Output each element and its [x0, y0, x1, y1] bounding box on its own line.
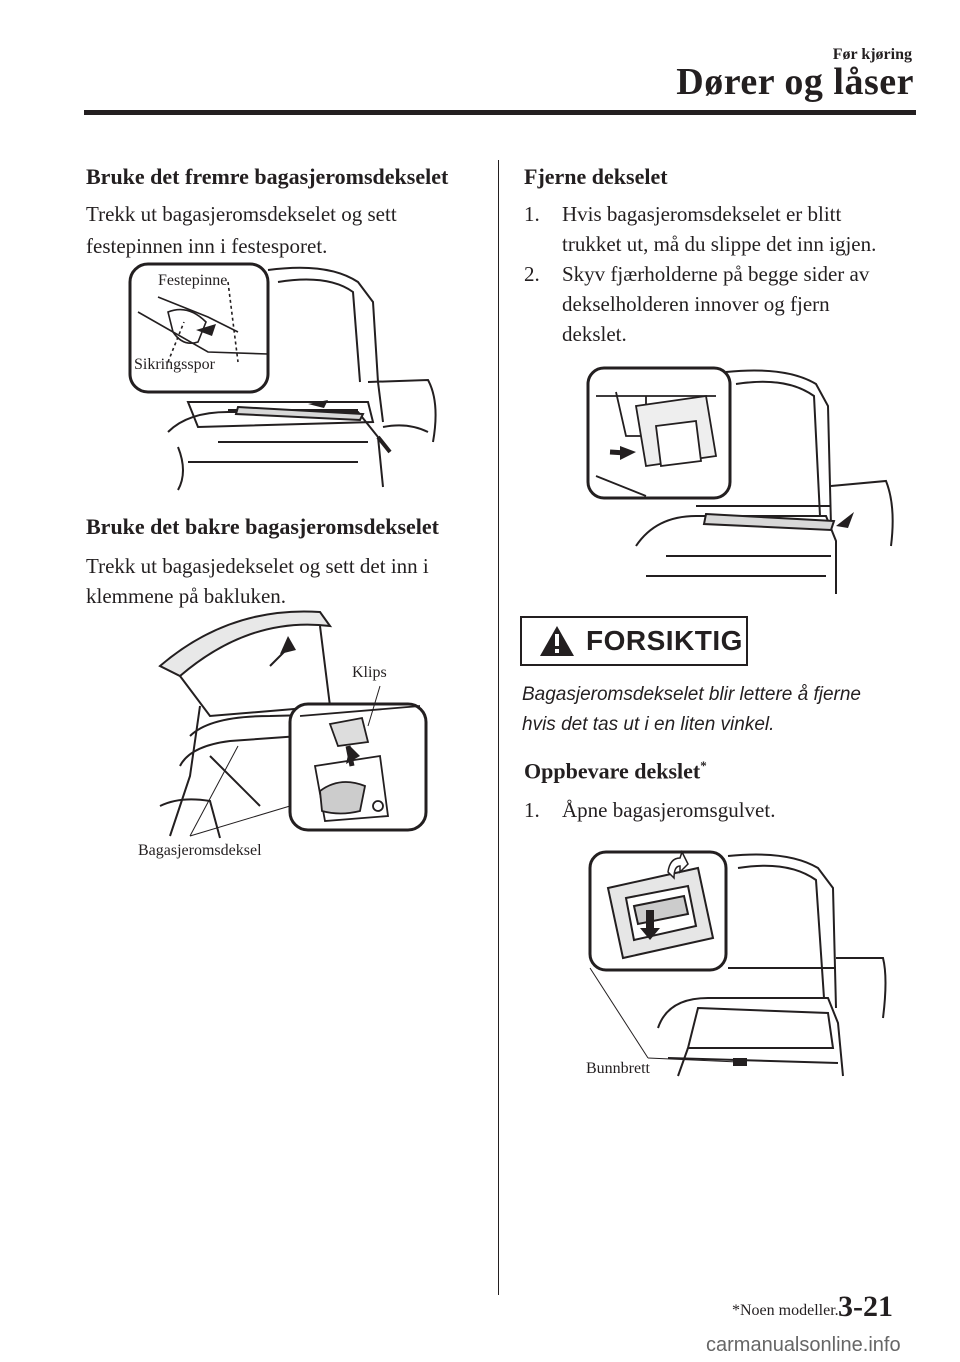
rear-cover-illustration [150, 606, 430, 844]
column-divider [498, 160, 499, 1295]
step-number: 1. [524, 202, 540, 226]
header-rule [84, 110, 916, 115]
step-text: dekslet. [562, 322, 627, 346]
section-heading-rear-cover: Bruke det bakre bagasjeromsdekselet [86, 514, 440, 539]
step-number: 1. [524, 798, 540, 822]
label-klips: Klips [352, 664, 387, 681]
floor-board-illustration [588, 848, 888, 1078]
warning-triangle-icon [538, 624, 576, 658]
body-text: klemmene på bakluken. [86, 584, 287, 608]
step-text: dekselholderen innover og fjern [562, 292, 830, 316]
step-text: trukket ut, må du slippe det inn igjen. [562, 232, 877, 256]
body-text: Trekk ut bagasjeromsdekselet og sett [86, 202, 397, 226]
watermark: carmanualsonline.info [706, 1334, 901, 1356]
page-title: Dører og låser [676, 61, 914, 103]
section-heading-store [524, 758, 707, 784]
step-text: Hvis bagasjeromsdekselet er blitt [562, 202, 842, 226]
page-number: 3-21 [838, 1290, 893, 1323]
label-bunnbrett: Bunnbrett [586, 1060, 650, 1077]
section-heading-front-cover: Bruke det fremre bagasjeromsdekselet [86, 164, 449, 189]
front-cover-illustration [128, 262, 440, 490]
body-text: festepinnen inn i festesporet. [86, 234, 328, 258]
remove-cover-illustration [586, 366, 896, 596]
step-number: 2. [524, 262, 540, 286]
step-text: Skyv fjærholderne på begge sider av [562, 262, 870, 286]
caution-label: FORSIKTIG [586, 625, 743, 656]
caution-text: hvis det tas ut i en liten vinkel. [522, 714, 775, 735]
section-heading-remove: Fjerne dekselet [524, 164, 668, 189]
section-header: Før kjøring [832, 46, 912, 63]
caution-text: Bagasjeromsdekselet blir lettere å fjerne [522, 684, 862, 705]
body-text: Trekk ut bagasjedekselet og sett det inn i [86, 554, 429, 578]
label-sikringsspor: Sikringsspor [134, 356, 215, 373]
label-festepinne: Festepinne [158, 272, 228, 289]
footnote-mark: * [700, 758, 707, 773]
label-bagasjeromsdeksel: Bagasjeromsdeksel [138, 842, 262, 859]
caution-box [520, 616, 748, 666]
step-text: Åpne bagasjeromsgulvet. [562, 798, 776, 822]
section-heading-store-text: Oppbevare dekslet [524, 758, 701, 784]
footnote: *Noen modeller. [732, 1302, 839, 1319]
